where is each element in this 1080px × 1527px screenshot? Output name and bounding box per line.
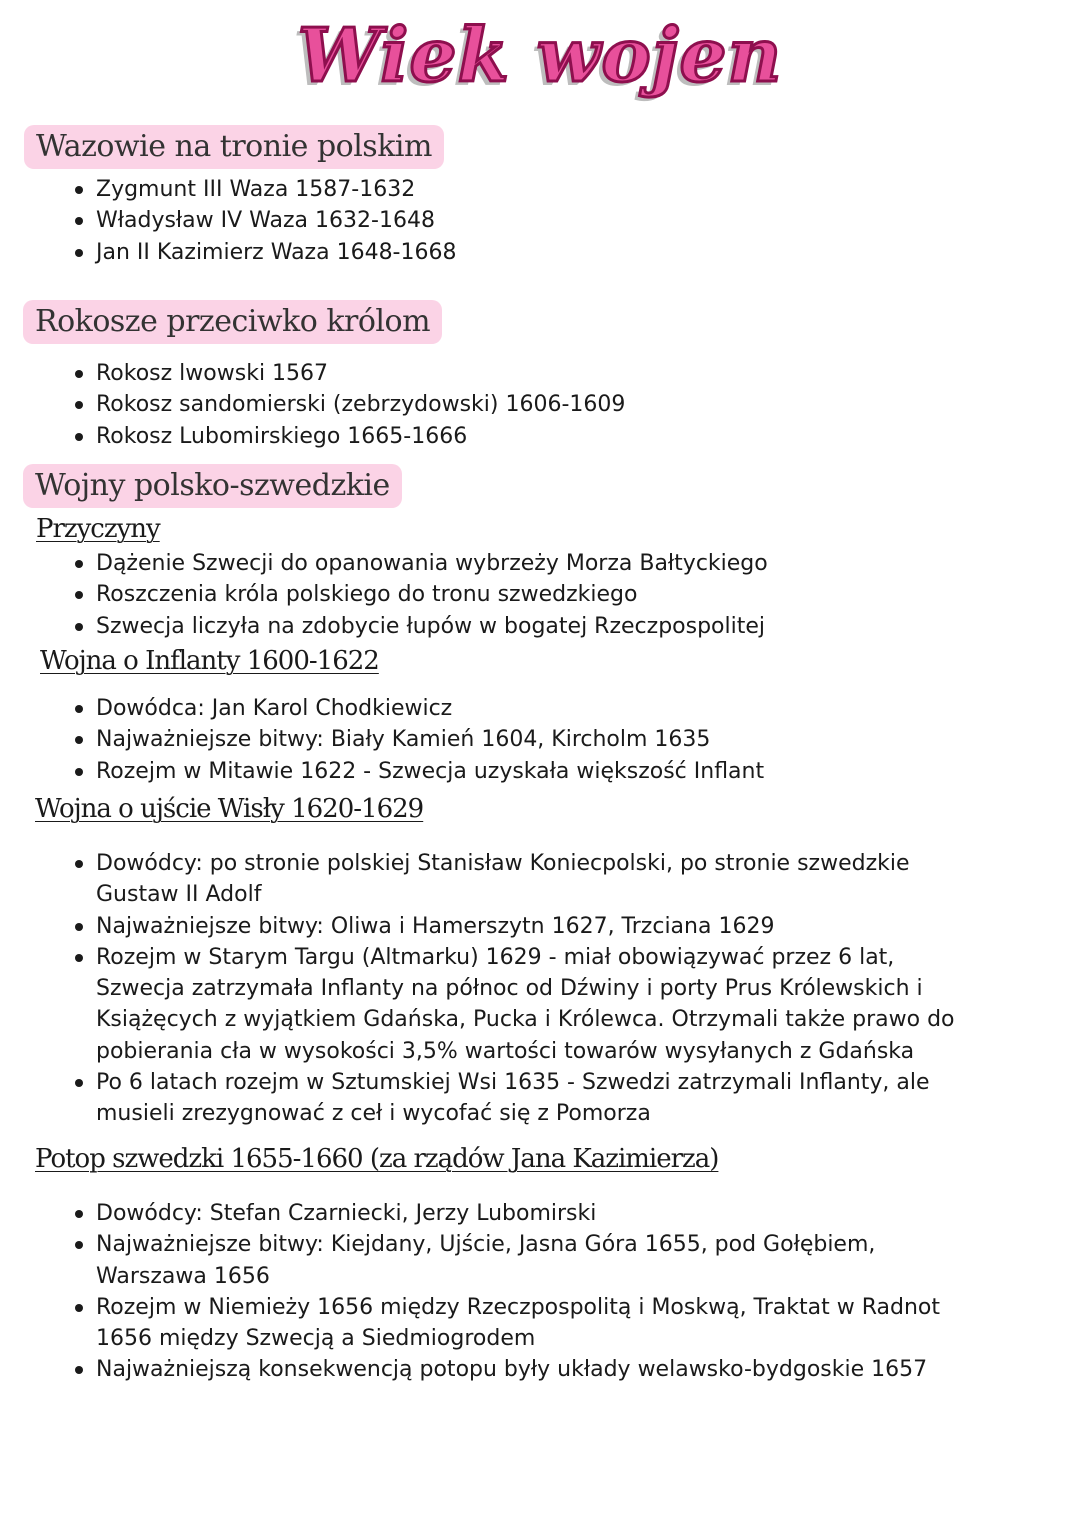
subheading-inflanty: Wojna o Inflanty 1600-1622 [40,646,379,676]
list-item: Rozejm w Niemieży 1656 między Rzeczpospolitą i Moskwą, Traktat w Radnot 1656 między Szwecją a Siedmiogrodem [72,1292,972,1355]
list-item: Jan II Kazimierz Waza 1648-1668 [72,237,972,268]
subheading-potop: Potop szwedzki 1655-1660 (za rządów Jana Kazimierza) [35,1144,719,1174]
list-item: Dowódcy: po stronie polskiej Stanisław Koniecpolski, po stronie szwedzkie Gustaw II Adolf [72,848,972,911]
subheading-wisla: Wojna o ujście Wisły 1620-1629 [35,794,424,824]
list-item: Po 6 latach rozejm w Sztumskiej Wsi 1635 - Szwedzi zatrzymali Inflanty, ale musieli zrezygnować z ceł i wycofać się z Pomorza [72,1067,972,1130]
page-title: Wiek wojen [297,13,783,99]
przyczyny-list [72,548,972,642]
list-item: Najważniejszą konsekwencją potopu były układy welawsko-bydgoskie 1657 [72,1354,972,1385]
potop-list [72,1198,972,1386]
list-item: Najważniejsze bitwy: Oliwa i Hamerszytn 1627, Trzciana 1629 [72,911,972,942]
list-item: Rozejm w Starym Targu (Altmarku) 1629 - miał obowiązywać przez 6 lat, Szwecja zatrzymała Inflanty na północ od Dźwiny i porty Prus Królewskich i Książęcych z wyjątkiem Gdańska, Pucka i Królewca. Otrzymali także prawo do pobierania cła w wysokości 3,5% wartości towarów wysyłanych z Gdańska [72,942,972,1067]
wisla-list [72,848,972,1130]
list-item: Roszczenia króla polskiego do tronu szwedzkiego [72,579,972,610]
list-item: Dowódca: Jan Karol Chodkiewicz [72,693,972,724]
rokosze-list [72,358,972,452]
list-item: Najważniejsze bitwy: Biały Kamień 1604, Kircholm 1635 [72,724,972,755]
section-heading-wojny: Wojny polsko-szwedzkie [23,464,402,508]
inflanty-list [72,693,972,787]
subheading-przyczyny: Przyczyny [36,514,160,544]
list-item: Rokosz lwowski 1567 [72,358,972,389]
list-item: Zygmunt III Waza 1587-1632 [72,174,972,205]
section-heading-rokosze: Rokosze przeciwko królom [23,300,442,344]
list-item: Szwecja liczyła na zdobycie łupów w bogatej Rzeczpospolitej [72,611,972,642]
list-item: Rokosz Lubomirskiego 1665-1666 [72,421,972,452]
wazowie-list [72,174,972,268]
list-item: Władysław IV Waza 1632-1648 [72,205,972,236]
list-item: Rokosz sandomierski (zebrzydowski) 1606-1609 [72,389,972,420]
section-heading-wazowie: Wazowie na tronie polskim [24,125,444,169]
list-item: Rozejm w Mitawie 1622 - Szwecja uzyskała większość Inflant [72,756,972,787]
list-item: Najważniejsze bitwy: Kiejdany, Ujście, Jasna Góra 1655, pod Gołębiem, Warszawa 1656 [72,1229,972,1292]
list-item: Dążenie Szwecji do opanowania wybrzeży Morza Bałtyckiego [72,548,972,579]
list-item: Dowódcy: Stefan Czarniecki, Jerzy Lubomirski [72,1198,972,1229]
